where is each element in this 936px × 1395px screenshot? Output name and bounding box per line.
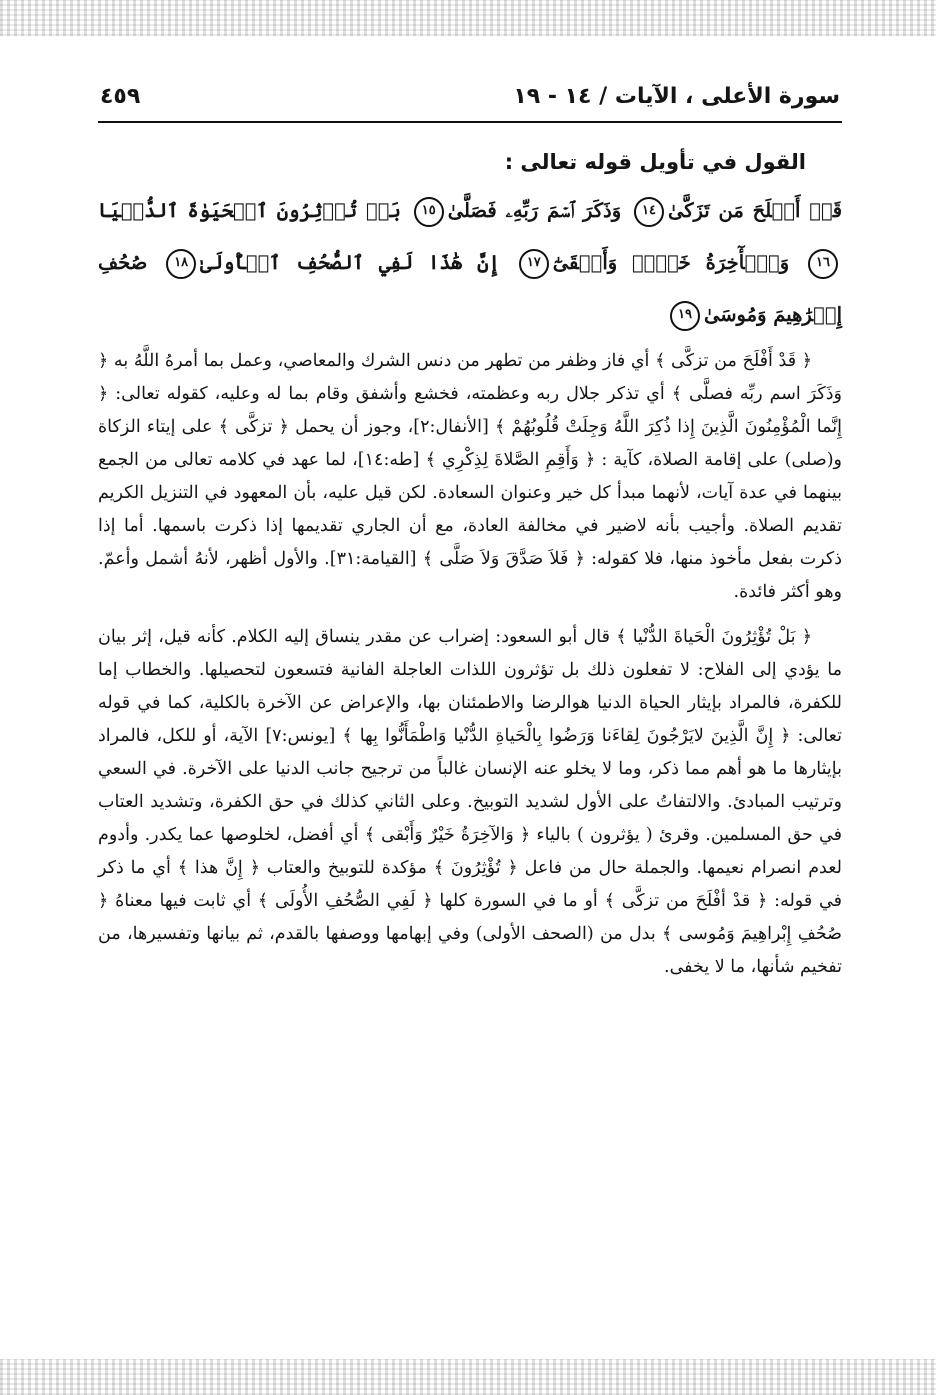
ayah-number-marker: ١٧	[519, 249, 549, 279]
commentary-paragraph: ﴿ قَدْ أَفْلَحَ من تزكَّى ﴾ أي فاز وظفر من تطهر من دنس الشرك والمعاصي، وعمل بما أمرهُ اللَّهُ به ﴿ وَذَكَرَ اسم ربِّه فصلَّى ﴾ أي تذكر جلال ربه وعظمته، فخشع وأشفق وقام بما له وعليه، كقوله تعالى: ﴿ إِنَّما الْمُؤْمِنُونَ الَّذِينَ إِذا ذُكِرَ اللَّهُ وَجِلَتْ قُلُوبُهُمْ ﴾ [الأنفال:٢]، وجوز أن يحمل ﴿ تزكَّى ﴾ على إيتاء الزكاة و(صلى) على إقامة الصلاة، كآية : ﴿ وَأَقِمِ الصَّلاةَ لِذِكْرِي ﴾ [طه:١٤]، لما عهد في كلامه تعالى من الجمع بينهما في عدة آيات، لأنهما مبدأ كل خير وعنوان السعادة. لكن قيل عليه، بأن المعهود في التنزيل الكريم تقديم الصلاة. وأجيب بأنه لاضير في مخالفة العادة، مع أن الجاري تقديمها إذا ذكرت باسمها. أما إذا ذكرت بفعل مأخوذ منها، فلا كقوله: ﴿ فَلاَ صَدَّقَ وَلاَ صَلَّى ﴾ [القيامة:٣١]. والأول أظهر، لأنهُ أشمل وأعمّ. وهو أكثر فائدة.	[98, 351, 842, 602]
section-title: القول في تأويل قوله تعالى :	[504, 150, 806, 174]
ayah-number-marker: ١٥	[414, 197, 444, 227]
verse-text: إِنَّ هَٰذَا لَفِي ٱلصُّحُفِ ٱلۡأُولَىٰ	[200, 251, 500, 274]
verse	[410, 199, 621, 222]
verse	[162, 251, 500, 274]
quran-verses	[98, 185, 842, 341]
verse	[515, 251, 789, 274]
verse-text: صُحُفِ إِبۡرَٰهِيمَ وَمُوسَىٰ	[98, 251, 842, 326]
verse	[630, 199, 842, 222]
verse-text: وَٱلۡأٓخِرَةُ خَيۡرٞ وَأَبۡقَىٰٓ	[552, 251, 790, 274]
page-number: ٤٥٩	[100, 83, 141, 109]
ayah-number-marker: ١٤	[634, 197, 664, 227]
verse-text: قَدۡ أَفۡلَحَ مَن تَزَكَّىٰ	[667, 199, 843, 222]
commentary-paragraph: ﴿ بَلْ تُؤْثِرُونَ الْحَياةَ الدُّنْيا ﴾ قال أبو السعود: إضراب عن مقدر ينساق إليه الكلام. كأنه قيل، إثر بيان ما يؤدي إلى الفلاح: لا تفعلون ذلك بل تؤثرون اللذات العاجلة الفانية فتسعون لتحصيلها. والخطاب إما للكفرة، فالمراد بإيثار الحياة الدنيا هوالرضا والاطمئنان بها، والإعراض عن الآخرة بالكلية، كما في قوله تعالى: ﴿ إِنَّ الَّذِينَ لايَرْجُونَ لِقاءَنا وَرَضُوا بِالْحَياةِ الدُّنْيا وَاطْمَأَنُّوا بِها ﴾ [يونس:٧] الآية، أو للكل، فالمراد بإيثارها ما هو أهم مما ذكر، وما لا يخلو عنه الإنسان غالباً من ترجيح جانب الدنيا على الآخرة. في السعي وترتيب المبادئ. والالتفاتُ على الأول لشديد التوبيخ. وعلى الثاني كذلك في حق الكفرة، وتشديد العتاب في حق المسلمين. وقرئ ( يؤثرون ) بالياء ﴿ وَالآخِرَةُ خَيْرٌ وَأَبْقى ﴾ أي أفضل، لخلوصها عما يكدر. وأدوم لعدم انصرام نعيمها. والجملة حال من فاعل ﴿ تُؤْثِرُونَ ﴾ مؤكدة للتوبيخ والعتاب ﴿ إِنَّ هذا ﴾ أي ما ذكر في قوله: ﴿ قدْ أفْلَحَ من تزكَّى ﴾ أو ما في السورة كلها ﴿ لَفِي الصُّحُفِ الأُولَى ﴾ أي ثابت فيها معناهُ ﴿ صُحُفِ إِبْراهِيمَ وَمُوسى ﴾ بدل من (الصحف الأولى) وفي إبهامها ووصفها بالقدم، ثم بيانها وتفسيرها، من تفخيم شأنها، ما لا يخفى.	[98, 627, 842, 977]
ayah-number-marker: ١٨	[166, 249, 196, 279]
verse-text: وَذَكَرَ ٱسۡمَ رَبِّهِۦ فَصَلَّىٰ	[447, 199, 622, 222]
ayah-number-marker: ١٩	[670, 301, 700, 331]
ayah-number-marker: ١٦	[808, 249, 838, 279]
header-rule	[98, 121, 842, 123]
page-header	[100, 76, 840, 116]
page-content	[98, 140, 842, 996]
verse-text: بَلۡ تُؤۡثِرُونَ ٱلۡحَيَوٰةَ ٱلدُّنۡيَا	[98, 199, 401, 222]
bottom-decorative-border	[0, 1359, 936, 1395]
top-decorative-border	[0, 0, 936, 36]
surah-title: سورة الأعلى ، الآيات / ١٤ - ١٩	[513, 83, 840, 109]
